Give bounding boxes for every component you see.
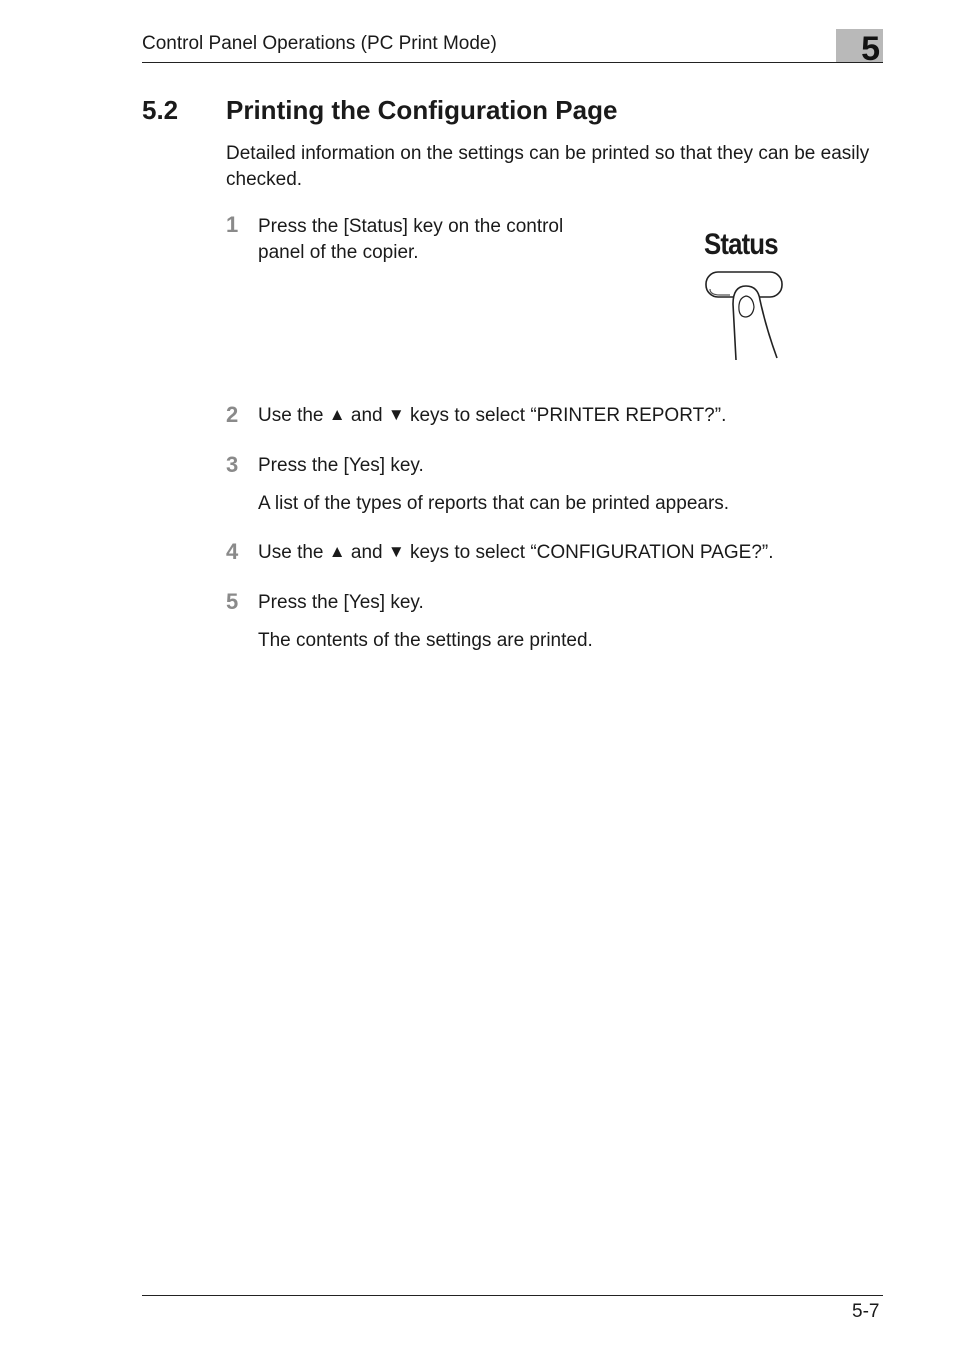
page-number: 5-7 (852, 1301, 880, 1322)
finger-pressing-key-icon (700, 228, 792, 368)
step-text: Press the [Yes] key. (258, 592, 424, 613)
chapter-tab (836, 29, 883, 68)
chapter-number: 5 (861, 30, 880, 68)
step-text: Press the [Yes] key. (258, 455, 424, 476)
header-rule (142, 62, 883, 63)
status-key-label: Status (704, 228, 778, 261)
footer-rule (142, 1295, 883, 1296)
step-number: 5 (226, 589, 239, 614)
step-number: 2 (226, 402, 239, 427)
down-triangle-icon: ▼ (387, 405, 405, 424)
step-note: A list of the types of reports that can be printed appears. (258, 493, 730, 514)
step-text: Use the ▲ and ▼ keys to select “PRINTER REPORT?”. (258, 403, 726, 429)
step-number: 4 (226, 539, 239, 564)
step-text: Use the ▲ and ▼ keys to select “CONFIGURATION PAGE?”. (258, 540, 774, 566)
section-title: Printing the Configuration Page (226, 95, 618, 125)
step-number: 1 (226, 212, 239, 237)
up-triangle-icon: ▲ (328, 405, 346, 424)
intro-paragraph: Detailed information on the settings can be printed so that they can be easily checked. (226, 143, 870, 190)
down-triangle-icon: ▼ (387, 542, 405, 561)
step-note: The contents of the settings are printed. (258, 630, 593, 651)
step-number: 3 (226, 452, 239, 477)
status-key-illustration (700, 228, 792, 368)
running-header: Control Panel Operations (PC Print Mode) (142, 33, 497, 54)
step-text: Press the [Status] key on the control panel of the copier. (258, 216, 564, 263)
up-triangle-icon: ▲ (328, 542, 346, 561)
section-number: 5.2 (142, 95, 179, 125)
